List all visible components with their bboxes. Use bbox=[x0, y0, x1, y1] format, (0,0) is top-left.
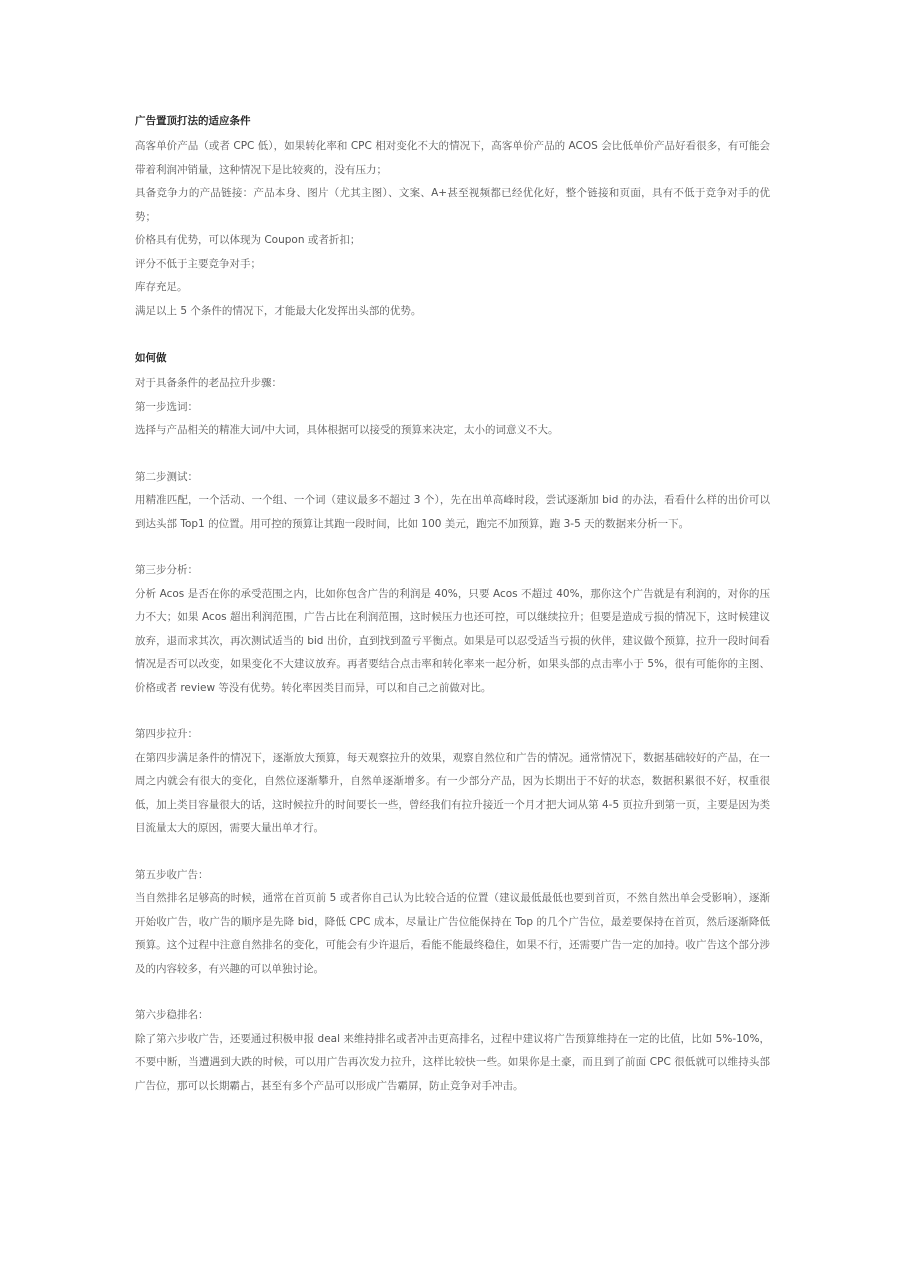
section-how-to bbox=[135, 350, 770, 443]
step-block bbox=[135, 559, 770, 700]
intro-paragraph: 对于具备条件的老品拉升步骤： bbox=[135, 377, 282, 389]
condition-paragraph: 高客单价产品（或者 CPC 低），如果转化率和 CPC 相对变化不大的情况下，高客单价产品的 ACOS 会比低单价产品好看很多，有可能会带着利润冲销量，这种情况下是比较爽的，没有压力； bbox=[135, 140, 770, 176]
step-block bbox=[135, 864, 770, 982]
section-conditions bbox=[135, 113, 770, 323]
step-title: 第一步选词： bbox=[135, 400, 198, 413]
condition-paragraph: 价格具有优势，可以体现为 Coupon 或者折扣； bbox=[135, 234, 361, 246]
step-title: 第四步拉升： bbox=[135, 728, 198, 740]
step-text: 在第四步满足条件的情况下，逐渐放大预算，每天观察拉升的效果，观察自然位和广告的情况。通常情况下，数据基础较好的产品，在一周之内就会有很大的变化，自然位逐渐攀升，自然单逐渐增多。有一少部分产品，因为长期出于不好的状态，数据积累很不好，权重很低，加上类目容量很大的话，这时候拉升的时间要长一些，曾经我们有拉升接近一个月才把大词从第 4-5 页拉升到第一页，主要是因为类目流量太大的原因，需要大量出单才行。 bbox=[135, 751, 770, 834]
condition-paragraph: 具备竞争力的产品链接：产品本身、图片（尤其主图）、文案、A+甚至视频都已经优化好，整个链接和页面，具有不低于竞争对手的优势； bbox=[135, 187, 770, 223]
condition-paragraph: 库存充足。 bbox=[135, 281, 188, 293]
step-text: 当自然排名足够高的时候，通常在首页前 5 或者你自己认为比较合适的位置（建议最低最低也要到首页，不然自然出单会受影响），逐渐开始收广告，收广告的顺序是先降 bid，降低 CPC 成本，尽量让广告位能保持在 Top 的几个广告位，最差要保持在首页，然后逐渐降低预算。这个过程中注意自然排名的变化，可能会有少许退后，看能不能最终稳住，如果不行，还需要广告一定的加持。收广告这个部分涉及的内容较多，有兴趣的可以单独讨论。 bbox=[135, 892, 770, 975]
step-text: 除了第六步收广告，还要通过积极申报 deal 来维持排名或者冲击更高排名，过程中建议将广告预算维持在一定的比值，比如 5%-10%，不要中断，当遭遇到大跌的时候，可以用广告再次发力拉升，这样比较快一些。如果你是土豪，而且到了前面 CPC 很低就可以维持头部广告位，那可以长期霸占，甚至有多个产品可以形成广告霸屏，防止竞争对手冲击。 bbox=[135, 1032, 770, 1092]
spacer bbox=[135, 981, 770, 1004]
step-text: 分析 Acos 是否在你的承受范围之内，比如你包含广告的利润是 40%，只要 Acos 不超过 40%，那你这个广告就是有利润的，对你的压力不大；如果 Acos 超出利润范围，广告占比在利润范围，这时候压力也还可控，可以继续拉升；但要是造成亏损的情况下，这时候建议放弃，退而求其次，再次测试适当的 bid 出价，直到找到盈亏平衡点。如果是可以忍受适当亏损的伙伴，建议做个预算，拉升一段时间看情况是否可以改变，如果变化不大建议放弃。再者要结合点击率和转化率来一起分析，如果头部的点击率小于 5%，很有可能你的主图、价格或者 review 等没有优势。转化率因类目而异，可以和自己之前做对比。 bbox=[135, 587, 770, 694]
spacer bbox=[135, 443, 770, 466]
spacer bbox=[135, 700, 770, 723]
condition-paragraph: 评分不低于主要竞争对手； bbox=[135, 257, 261, 270]
step-title: 第五步收广告： bbox=[135, 868, 209, 881]
step-block bbox=[135, 1004, 770, 1098]
step-title: 第二步测试： bbox=[135, 470, 198, 483]
step-title: 第六步稳排名： bbox=[135, 1009, 209, 1021]
step-block bbox=[135, 466, 770, 537]
spacer bbox=[135, 536, 770, 559]
step-block bbox=[135, 723, 770, 841]
article-body bbox=[135, 113, 770, 1098]
step-text: 选择与产品相关的精准大词/中大词，具体根据可以接受的预算来决定，太小的词意义不大。 bbox=[135, 424, 559, 436]
condition-summary: 满足以上 5 个条件的情况下，才能最大化发挥出头部的优势。 bbox=[135, 304, 422, 317]
section-heading-conditions: 广告置顶打法的适应条件 bbox=[135, 115, 251, 127]
section-heading-how-to: 如何做 bbox=[135, 352, 167, 364]
spacer bbox=[135, 841, 770, 864]
spacer bbox=[135, 323, 770, 350]
step-text: 用精准匹配，一个活动、一个组、一个词（建议最多不超过 3 个），先在出单高峰时段，尝试逐渐加 bid 的办法，看看什么样的出价可以到达头部 Top1 的位置。用可控的预算让其跑一段时间，比如 100 美元，跑完不加预算，跑 3-5 天的数据来分析一下。 bbox=[135, 494, 770, 530]
step-title: 第三步分析： bbox=[135, 564, 198, 576]
